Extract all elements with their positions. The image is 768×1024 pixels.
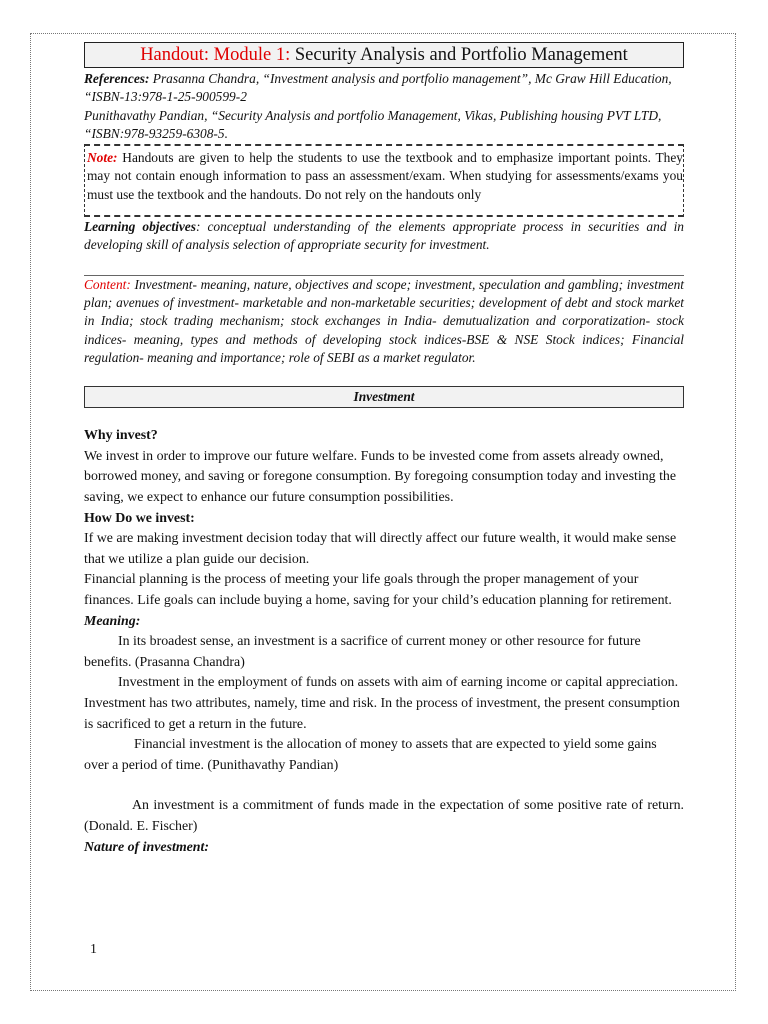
content-text: Investment- meaning, nature, objectives and scope; investment, speculation and gambling; investment plan; avenues of investment- marketable and non-marketable securities; development of debt and stock market in India; stock trading mechanism; stock exchanges in India- demutualization and corporatization- stock indices- meaning, types and methods of developing stock indices-BSE & NSE Stock indices; Financial regulation- meaning and importance; role of SEBI as a market regulator. (84, 276, 684, 365)
how-invest-text-1: If we are making investment decision today that will directly affect our future wealth, it would make sense that we utilize a plan guide our decision. (84, 531, 677, 567)
references (84, 70, 684, 143)
note-label: Note: (87, 150, 118, 166)
meaning-paragraph-2: Investment in the employment of funds on assets with aim of earning income or capital appreciation. Investment has two attributes, namely, time and risk. In the process of investment, the present consumption is sacrificed to get a return in the future. (84, 675, 680, 732)
how-invest-text-2: Financial planning is the process of meeting your life goals through the proper management of your finances. Life goals can include buying a home, saving for your child’s education planning for retirement. (84, 572, 672, 609)
references-label: References: (84, 71, 150, 86)
page-number: 1 (90, 942, 97, 957)
nature-heading: Nature of investment: (84, 839, 210, 855)
page-title (84, 42, 684, 68)
meaning-paragraph-4: An investment is a commitment of funds made in the expectation of some positive rate of return. (Donald. E. Fischer) (84, 798, 684, 834)
title-main: Security Analysis and Portfolio Management (294, 45, 628, 65)
why-invest-text: We invest in order to improve our future welfare. Funds to be invested come from assets already owned, borrowed money, and saving or foregone consumption. By foregoing consumption today and investing the saving, we expect to enhance our future consumption possibilities. (84, 448, 677, 506)
why-invest-heading: Why invest? (84, 428, 158, 444)
content-summary (84, 275, 684, 367)
meaning-heading: Meaning: (84, 613, 141, 629)
meaning-paragraph-3: Financial investment is the allocation of money to assets that are expected to yield some gains over a period of time. (Punithavathy Pandian) (84, 737, 657, 773)
reference-2: Punithavathy Pandian, “Security Analysis and portfolio Management, Vikas, Publishing housing PVT LTD, “ISBN:978-93259-6308-5. (84, 107, 662, 141)
meaning-paragraph-1: In its broadest sense, an investment is a sacrifice of current money or other resource for future benefits. (Prasanna Chandra) (84, 634, 641, 670)
section-heading-investment: Investment (84, 386, 684, 408)
document-content (84, 42, 684, 858)
how-invest-heading: How Do we invest: (84, 510, 195, 526)
note-box (84, 144, 684, 217)
body-text (84, 426, 684, 858)
learning-objectives (84, 218, 684, 255)
objectives-text: : conceptual understanding of the elements appropriate process in securities and in developing skill of analysis selection of appropriate security for investment. (84, 219, 684, 253)
reference-1: Prasanna Chandra, “Investment analysis and portfolio management”, Mc Graw Hill Education, “ISBN-13:978-1-25-900599-2 (84, 71, 672, 105)
objectives-label: Learning objectives (84, 219, 196, 235)
content-label: Content: (84, 276, 131, 292)
note-text: Handouts are given to help the students to use the textbook and to emphasize important points. They may not contain enough information to pass an assessment/exam. When studying for assessments/exams you must use the textbook and the handouts. Do not rely on the handouts only (87, 150, 683, 202)
title-prefix: Handout: Module 1: (140, 45, 295, 65)
